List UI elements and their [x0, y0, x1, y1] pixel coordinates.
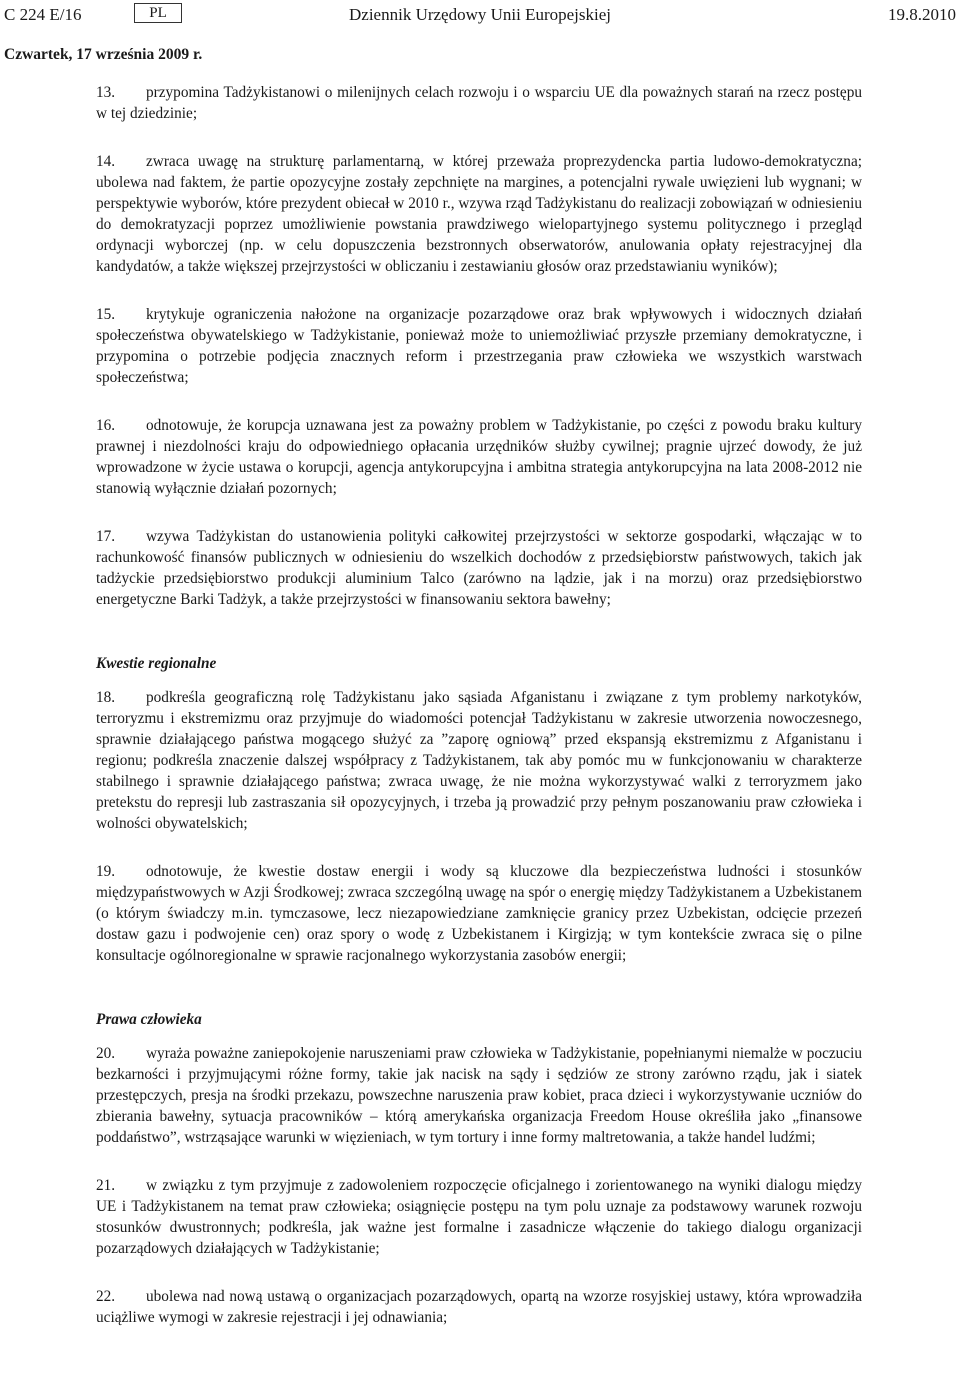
paragraph-text: zwraca uwagę na strukturę parlamentarną, w której przeważa proprezydencka partia ludowo-demokratyczna; ubolewa nad faktem, że partie opozycyjne zostały zepchnięte na margines, a potencjalni rywale uwięzieni lub wygnani; w perspektywie wyborów, które prezydent obiecał w 2010 r., wzywa rząd Tadżykistanu do realizacji zobowiązań w odniesieniu do demokratyzacji poprzez umożliwienie powstania prawdziwego wielopartyjnego systemu politycznego i przegląd ordynacji wyborczej (np. w celu dopuszczenia bezstronnych obserwatorów, anulowania opłaty rejestracyjnej dla kandydatów, a także większej przejrzystości w obliczaniu i zestawianiu głosów oraz przedstawianiu wyników); [96, 153, 862, 275]
paragraph-text: wzywa Tadżykistan do ustanowienia polityki całkowitej przejrzystości w sektorze gospodarki, włączając w to rachunkowość finansów publicznych w odniesieniu do wszelkich dochodów z przedsiębiorstw państwowych, takich jak tadżyckie przedsiębiorstwo produkcji aluminium Talco (zarówno na lądzie, jak i na morzu) oraz przedsiębiorstwo energetyczne Barki Tadżyk, a także przejrzystości w finansowaniu sektora bawełny; [96, 528, 862, 608]
paragraph-number: 18. [96, 689, 116, 706]
resolution-paragraph [96, 415, 862, 499]
resolution-paragraph [96, 861, 862, 966]
resolution-paragraph [96, 151, 862, 277]
paragraph-text: odnotowuje, że kwestie dostaw energii i wody są kluczowe dla bezpieczeństwa ludności i stosunków międzypaństwowych w Azji Środkowej; zwraca szczególną uwagę na spór o energię między Tadżykistanem a Uzbekistanem (o którym świadczy m.in. tymczasowe, lecz niezapowiedziane zamknięcie granicy przez Uzbekistan, odcięcie przezeń dostaw gazu i podwojenie cen) oraz spory o wodę z Uzbekistanem i Kirgizją; w tym kontekście zwraca się o pilne konsultacje ogólnoregionalne w sprawie racjonalnego wykorzystania zasobów energii; [96, 863, 862, 964]
resolution-paragraph [96, 526, 862, 610]
page-header [0, 3, 960, 27]
publication-date: 19.8.2010 [888, 5, 956, 24]
resolution-paragraph [96, 82, 862, 124]
paragraph-text: krytykuje ograniczenia nałożone na organizacje pozarządowe oraz brak wpływowych i widocznych działań społeczeństwa obywatelskiego w Tadżykistanie, ponieważ może to uniemożliwiać przyszłe przemiany demokratyczne, i przypomina o potrzebie podjęcia znacznych reform i przestrzegania praw człowieka we wszystkich warstwach społeczeństwa; [96, 306, 862, 386]
paragraph-text: przypomina Tadżykistanowi o milenijnych celach rozwoju i o wsparciu UE dla poważnych starań na rzecz postępu w tej dziedzinie; [96, 84, 862, 122]
journal-reference: C 224 E/16 [4, 5, 82, 24]
resolution-paragraph [96, 1043, 862, 1148]
paragraph-text: podkreśla geograficzną rolę Tadżykistanu jako sąsiada Afganistanu i związane z tym problemy narkotyków, terroryzmu i ekstremizmu oraz przyjmuje do wiadomości potencjał Tadżykistanu w zakresie utworzenia nowoczesnego, sprawnie działającego państwa mogącego służyć za ”zaporę ogniową” przed ekspansją ekstremizmu z Afganistanu i regionu; podkreśla znaczenie dalszej współpracy z Tadżykistanem, tak aby pomóc mu w funkcjonowaniu w charakterze stabilnego i sprawnie działającego państwa; zwraca uwagę, że nie można wykorzystywać walki z terroryzmem jako pretekstu do represji lub zastraszania sił opozycyjnych, i trzeba ją prowadzić przy pełnym poszanowaniu praw człowieka i wolności obywatelskich; [96, 689, 862, 832]
paragraph-number: 21. [96, 1177, 116, 1194]
paragraph-number: 19. [96, 863, 116, 880]
paragraph-number: 22. [96, 1288, 116, 1305]
resolution-paragraph [96, 1175, 862, 1259]
paragraph-text: w związku z tym przyjmuje z zadowoleniem rozpoczęcie oficjalnego i zorientowanego na wyniki dialogu między UE i Tadżykistanem na temat praw człowieka; osiągnięcie postępu na tym polu uznaje za podstawowy warunek rozwoju stosunków dwustronnych; podkreśla, jak ważne jest formalne i zasadnicze włączenie do takiego dialogu organizacji pozarządowych działających w Tadżykistanie; [96, 1177, 862, 1257]
paragraph-text: wyraża poważne zaniepokojenie naruszeniami praw człowieka w Tadżykistanie, popełnianymi niemalże w poczuciu bezkarności i przyjmującymi różne formy, takie jak nacisk na sądy i sędziów ze strony zarówno rządu, jak i siatek przestępczych, presja na środki przekazu, powszechne naruszenia praw kobiet, praca dzieci i wykorzystywanie uczniów do zbierania bawełny, sytuacja pracowników – którą amerykańska organizacja Freedom House określiła jako „finansowe poddaństwo”, wstrząsające warunki w więzieniach, w tym tortury i inne formy maltretowania, a także handel ludźmi; [96, 1045, 862, 1146]
section-heading: Kwestie regionalne [96, 655, 217, 672]
journal-title: Dziennik Urzędowy Unii Europejskiej [349, 5, 612, 24]
paragraph-number: 14. [96, 153, 116, 170]
paragraph-number: 17. [96, 528, 116, 545]
document-body [96, 82, 862, 1328]
section-heading: Prawa człowieka [96, 1011, 202, 1028]
language-badge: PL [134, 3, 182, 23]
paragraph-number: 16. [96, 417, 116, 434]
paragraph-number: 15. [96, 306, 116, 323]
paragraph-text: odnotowuje, że korupcja uznawana jest za poważny problem w Tadżykistanie, po części z powodu braku kultury prawnej i niezdolności kraju do odpowiedniego opłacania urzędników służby cywilnej; pragnie ujrzeć dowody, że już wprowadzone w życie ustawa o korupcji, agencja antykorupcyjna i ambitna strategia antykorupcyjna na lata 2008-2012 nie stanowią wyłącznie działań pozornych; [96, 417, 862, 497]
resolution-paragraph [96, 687, 862, 834]
paragraph-number: 20. [96, 1045, 116, 1062]
resolution-paragraph [96, 304, 862, 388]
resolution-paragraph [96, 1286, 862, 1328]
sitting-date: Czwartek, 17 września 2009 r. [4, 46, 203, 63]
paragraph-number: 13. [96, 84, 116, 101]
paragraph-text: ubolewa nad nową ustawą o organizacjach pozarządowych, opartą na wzorze rosyjskiej ustawy, która wprowadziła uciążliwe wymogi w zakresie rejestracji i jej odnawiania; [96, 1288, 862, 1326]
